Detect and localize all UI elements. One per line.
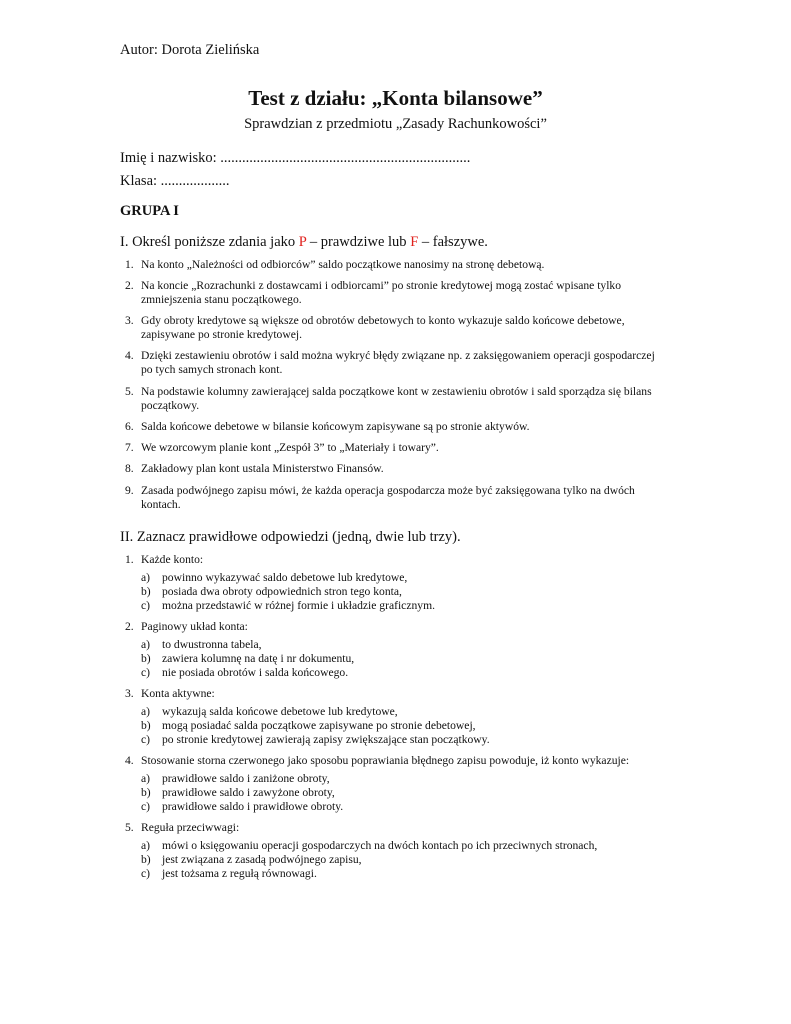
list-item xyxy=(125,754,665,768)
answer-option xyxy=(141,772,661,786)
option-text: po stronie kredytowej zawierają zapisy zwiększające stan początkowy. xyxy=(162,733,490,746)
option-text: można przedstawić w różnej formie i układzie graficznym. xyxy=(162,599,435,612)
item-number: 2. xyxy=(125,620,134,633)
option-text: prawidłowe saldo i zawyżone obroty, xyxy=(162,786,335,799)
item-text: Na koncie „Rozrachunki z dostawcami i odbiorcami” po stronie kredytowej mogą zostać wpisane tylko zmniejszenia stanu początkowego. xyxy=(141,279,622,307)
option-text: posiada dwa obroty odpowiednich stron tego konta, xyxy=(162,585,402,598)
author-line: Autor: Dorota Zielińska xyxy=(120,42,260,58)
item-number: 1. xyxy=(125,258,134,271)
item-number: 1. xyxy=(125,553,134,566)
answer-option xyxy=(141,839,661,853)
item-text: Na konto „Należności od odbiorców” saldo początkowe nanosimy na stronę debetową. xyxy=(141,258,545,271)
option-letter: c) xyxy=(141,666,151,679)
answer-option xyxy=(141,786,661,800)
list-item xyxy=(125,441,665,455)
answer-option xyxy=(141,705,661,719)
section-2-heading: II. Zaznacz prawidłowe odpowiedzi (jedną, dwie lub trzy). xyxy=(120,529,461,545)
option-letter: b) xyxy=(141,786,151,799)
item-text: Reguła przeciwwagi: xyxy=(141,821,240,834)
item-text: We wzorcowym planie kont „Zespół 3” to „Materiały i towary”. xyxy=(141,441,439,454)
answer-option xyxy=(141,599,661,613)
item-text: Na podstawie kolumny zawierającej salda początkowe kont w zestawieniu obrotów i sald sporządza się bilans początkowy. xyxy=(141,385,652,413)
section-1-suffix: – fałszywe. xyxy=(418,234,488,250)
option-letter: b) xyxy=(141,652,151,665)
list-item xyxy=(125,553,665,567)
answer-option xyxy=(141,666,661,680)
answer-option xyxy=(141,571,661,585)
list-item xyxy=(125,314,665,342)
option-letter: c) xyxy=(141,733,151,746)
section-1-prefix: I. Określ poniższe zdania jako xyxy=(120,234,299,250)
item-number: 8. xyxy=(125,462,134,475)
item-text: Salda końcowe debetowe w bilansie końcowym zapisywane są po stronie aktywów. xyxy=(141,420,530,433)
option-letter: b) xyxy=(141,719,151,732)
item-text: Paginowy układ konta: xyxy=(141,620,248,633)
list-item xyxy=(125,279,665,307)
list-item xyxy=(125,687,665,701)
option-text: jest związana z zasadą podwójnego zapisu, xyxy=(162,853,362,866)
option-letter: a) xyxy=(141,705,151,718)
list-item xyxy=(125,258,665,272)
option-letter: c) xyxy=(141,599,151,612)
page-title: Test z działu: „Konta bilansowe” xyxy=(248,86,543,110)
list-item xyxy=(125,484,665,512)
item-number: 4. xyxy=(125,754,134,767)
item-number: 9. xyxy=(125,484,134,497)
option-text: nie posiada obrotów i salda końcowego. xyxy=(162,666,349,679)
item-number: 3. xyxy=(125,687,134,700)
item-text: Stosowanie storna czerwonego jako sposobu poprawiania błędnego zapisu powoduje, iż konto wykazuje: xyxy=(141,754,630,767)
option-letter: a) xyxy=(141,638,151,651)
option-text: prawidłowe saldo i prawidłowe obroty. xyxy=(162,800,344,813)
item-text: Zasada podwójnego zapisu mówi, że każda operacja gospodarcza może być zaksięgowana tylko na dwóch kontach. xyxy=(141,484,635,512)
item-number: 5. xyxy=(125,821,134,834)
item-number: 2. xyxy=(125,279,134,292)
item-text: Gdy obroty kredytowe są większe od obrotów debetowych to konto wykazuje saldo końcowe debetowe, zapisywane po stronie kredytowej. xyxy=(141,314,625,342)
class-field: Klasa: ................... xyxy=(120,173,230,189)
answer-option xyxy=(141,585,661,599)
item-text: Konta aktywne: xyxy=(141,687,215,700)
list-item xyxy=(125,620,665,634)
option-text: mówi o księgowaniu operacji gospodarczych na dwóch kontach po ich przeciwnych stronach, xyxy=(162,839,598,852)
option-text: prawidłowe saldo i zaniżone obroty, xyxy=(162,772,330,785)
item-number: 4. xyxy=(125,349,134,362)
option-text: wykazują salda końcowe debetowe lub kredytowe, xyxy=(162,705,398,718)
item-number: 7. xyxy=(125,441,134,454)
list-item xyxy=(125,349,665,377)
list-item xyxy=(125,462,665,476)
option-text: jest tożsama z regułą równowagi. xyxy=(162,867,317,880)
section-1-middle: – prawdziwe lub xyxy=(306,234,411,250)
item-text: Każde konto: xyxy=(141,553,204,566)
option-text: powinno wykazywać saldo debetowe lub kredytowe, xyxy=(162,571,408,584)
answer-option xyxy=(141,853,661,867)
page-subtitle: Sprawdzian z przedmiotu „Zasady Rachunkowości” xyxy=(244,116,547,132)
option-letter: a) xyxy=(141,772,151,785)
section-1-heading xyxy=(120,234,488,251)
item-number: 3. xyxy=(125,314,134,327)
option-text: zawiera kolumnę na datę i nr dokumentu, xyxy=(162,652,355,665)
option-text: to dwustronna tabela, xyxy=(162,638,262,651)
item-text: Dzięki zestawieniu obrotów i sald można wykryć błędy związane np. z zaksięgowaniem operacji gospodarczej po tych samych stronach kont. xyxy=(141,349,655,377)
answer-option xyxy=(141,719,661,733)
group-heading: GRUPA I xyxy=(120,203,179,219)
option-letter: c) xyxy=(141,867,151,880)
answer-option xyxy=(141,867,661,881)
answer-option xyxy=(141,638,661,652)
list-item xyxy=(125,385,665,413)
list-item xyxy=(125,821,665,835)
item-number: 5. xyxy=(125,385,134,398)
name-field: Imię i nazwisko: ..................................................................... xyxy=(120,150,471,166)
item-text: Zakładowy plan kont ustala Ministerstwo Finansów. xyxy=(141,462,384,475)
false-marker: F xyxy=(410,234,419,250)
option-letter: a) xyxy=(141,571,151,584)
list-item xyxy=(125,420,665,434)
answer-option xyxy=(141,800,661,814)
option-text: mogą posiadać salda początkowe zapisywane po stronie debetowej, xyxy=(162,719,476,732)
answer-option xyxy=(141,652,661,666)
item-number: 6. xyxy=(125,420,134,433)
option-letter: c) xyxy=(141,800,151,813)
option-letter: b) xyxy=(141,853,151,866)
option-letter: b) xyxy=(141,585,151,598)
true-marker: P xyxy=(298,234,307,250)
option-letter: a) xyxy=(141,839,151,852)
answer-option xyxy=(141,733,661,747)
